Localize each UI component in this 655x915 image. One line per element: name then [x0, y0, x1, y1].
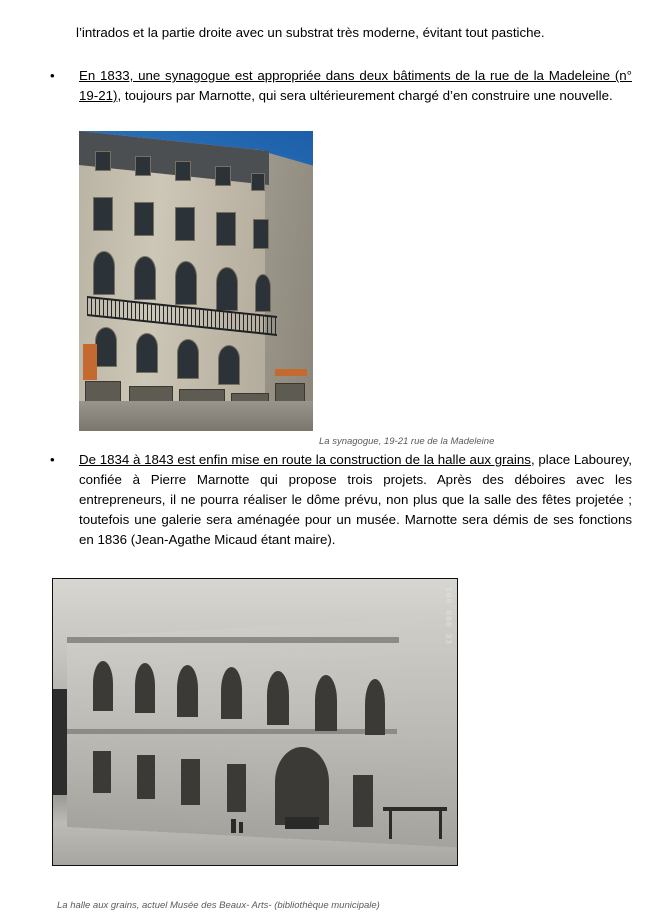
arched-window: [93, 661, 113, 711]
upper-window: [134, 202, 154, 236]
ground-window: [181, 759, 200, 805]
shelter-post: [389, 811, 392, 839]
arched-window: [221, 667, 242, 719]
bullet-rest: , place Labourey, confiée à Pierre Marnotte qui propose trois projets. Après des déboires avec les entrepreneurs, il ne pourra réaliser le dôme prévu, non plus que la salle des fêtes projetée ; toutefois une galerie sera aménagée pour un musée. Marnotte sera démis de ses fonctions en 1836 (Jean-Agathe Micaud étant maire).: [79, 452, 633, 547]
bullet-text: [79, 66, 632, 106]
arched-window: [216, 267, 238, 311]
ground-window: [227, 764, 246, 812]
dormer-window: [215, 166, 231, 186]
arched-window: [255, 274, 271, 312]
synagogue-photo: [79, 131, 313, 431]
arched-window: [315, 675, 337, 731]
intro-paragraph: l’intrados et la partie droite avec un substrat très moderne, évitant tout pastiche.: [76, 25, 545, 41]
ground-window: [353, 775, 373, 827]
figure-person: [239, 822, 243, 833]
lower-window: [95, 327, 117, 367]
awning: [275, 369, 307, 376]
bullet-text: [79, 450, 632, 550]
lower-window: [218, 345, 240, 385]
bullet-marker: •: [50, 452, 55, 467]
upper-window: [216, 212, 236, 246]
ground-window: [93, 751, 111, 793]
upper-window: [93, 197, 113, 231]
dormer-window: [135, 156, 151, 176]
arched-window: [267, 671, 289, 725]
dormer-window: [95, 151, 111, 171]
bullet-marker: •: [50, 68, 55, 83]
ground-window: [137, 755, 155, 799]
mid-cornice: [67, 729, 397, 734]
dormer-window: [251, 173, 265, 191]
main-entrance-arch: [275, 747, 329, 825]
lower-window: [136, 333, 158, 373]
dormer-window: [175, 161, 191, 181]
synagogue-photo-caption: La synagogue, 19-21 rue de la Madeleine: [319, 435, 495, 447]
arched-window: [177, 665, 198, 717]
arched-window: [93, 251, 115, 295]
shelter-post: [439, 811, 442, 839]
awning: [83, 344, 97, 380]
arched-window: [175, 261, 197, 305]
arched-window: [135, 663, 155, 713]
figure-person: [231, 819, 236, 833]
bullet-underlined-lead: En 1833, une synagogue est appropriée dans deux bâtiments de la rue de la Madeleine (n° 19-21): [79, 68, 632, 103]
arched-window: [365, 679, 385, 735]
arched-window: [134, 256, 156, 300]
street-foreground: [79, 401, 313, 431]
upper-cornice: [67, 637, 399, 643]
handcart: [285, 817, 319, 829]
wooden-shelter-roof: [383, 807, 447, 811]
halle-aux-grains-photo: [52, 578, 458, 866]
upper-window: [253, 219, 269, 249]
bullet-rest: , toujours par Marnotte, qui sera ultérieurement chargé d’en construire une nouvelle.: [117, 88, 613, 103]
upper-window: [175, 207, 195, 241]
film-reference-code: 166 000 33: [443, 587, 452, 646]
lower-window: [177, 339, 199, 379]
halle-photo-caption: La halle aux grains, actuel Musée des Beaux- Arts- (bibliothèque municipale): [57, 899, 380, 911]
bullet-underlined-lead: De 1834 à 1843 est enfin mise en route la construction de la halle aux grains: [79, 452, 531, 467]
